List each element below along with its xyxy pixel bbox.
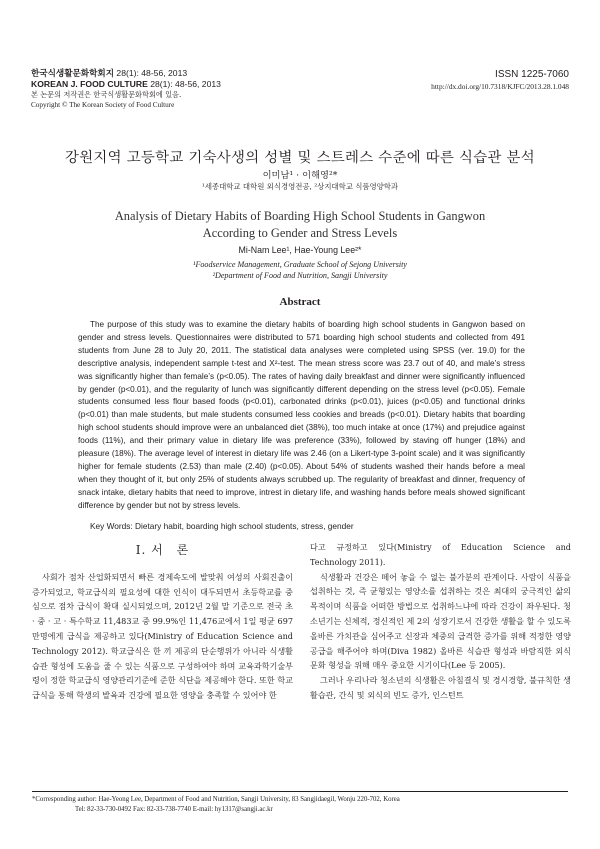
introduction-paragraph-3: 그러나 우리나라 청소년의 식생활은 아침결식 및 경시경향, 불규칙한 생활습관, 간식 및 외식의 빈도 증가, 인스턴트 [310,675,571,700]
introduction-paragraph-1: 사회가 점차 산업화되면서 빠른 경제속도에 발맞춰 여성의 사회진출이 증가되었고, 학교급식의 필요성에 대한 인식이 대두되면서 초등학교를 중심으로 점차 급식이 확대 실시되었으며, 2012년 2월 말 기준으로 전국 초 · 중 · 고 · 특수학교 11,483교 중 99.9%인 11,476교에서 1일 평균 697만명에게 급식을 제공하고 있다(Ministry of Education Science and Technology 2012). 학교급식은 한 끼 제공의 단순행위가 아니라 식생활 습관 형성에 도움을 줄 수 있는 식품으로 구성하여야 하며 교육과학기술부령이 정한 학교급식 영양관리기준에 준한 식단을 제공해야 한다. 또한 학교급식을 통해 학생의 발육과 건강에 필요한 영양을 충족할 수 있어야 한 [32,571,293,701]
authors-korean: 이미남¹ · 이해영²* [262,170,338,181]
title-korean: 강원지역 고등학교 기숙사생의 성별 및 스트레스 수준에 따른 식습관 분석 [65,150,535,166]
journal-name-ko: 한국식생활문화학회지 [31,68,115,78]
journal-issue-en: 28(1): 48-56, 2013 [150,79,221,89]
abstract-body: The purpose of this study was to examine the dietary habits of boarding high school students in Gangwon based on gender and stress levels. Questionnaires were distributed to 571 boarding high school students and collected from 491 students from June 28 to July 20, 2011. The statistical data analyses were completed using SPSS (ver. 19.0) for the descriptive analysis, independent sample t-test and X²-test. The mean stress score was 23.7 out of 40, and male’s stress was significantly higher than female’s (p<0.05). The rates of having daily breakfast and dinner were significantly influenced by gender (p<0.01), and the regularity of lunch was significantly different depending on the stress level (p<0.05). Female students consumed less flour based foods (p<0.01), carbonated drinks (p<0.01), juices (p<0.05) and functional drinks (p<0.01) than male students, but male students consumed less cookies and breads (p<0.01). Dietary habits that boarding high school students should improve were an unbalanced diet (38%), too much intake at once (17%) and prejudice against foods (11%), and their primary value in dietary life was preference (33%), followed by staving off hunger (18%) and pleasure (18%). The average level of interest in dietary life was 2.46 (on a Likert-type 3-point scale) and it was significantly higher for female students (2.53) than male (2.40) (p<0.05). About 54% of students washed their hands before a meal when they thought of it, but only 25% of students always scrubbed up. The regularity of breakfast and dinner, frequency of snack intake, dietary habits that need to improve, intrest in dietary life, and washing hands before meals showed significant difference by gender but not by stress levels. [78,320,525,510]
abstract-heading: Abstract [279,296,321,308]
introduction-paragraph-1-cont: 다고 규정하고 있다(Ministry of Education Science and Technology 2011). [310,542,571,567]
journal-name-en: KOREAN J. FOOD CULTURE [31,79,148,89]
body-column-left [32,540,293,703]
title-english-line2: According to Gender and Stress Levels [202,226,398,240]
journal-issue-ko: 28(1): 48-56, 2013 [116,68,188,78]
footnote-author-line: *Corresponding author: Hae-Yeong Lee, Department of Food and Nutrition, Sangji University, 83 Sangjidaegil, Wonju 220-702, Korea [32,796,400,803]
footnote-divider [32,791,568,792]
journal-identifiers [309,68,569,92]
affiliations-korean: ¹세종대학교 대학원 외식경영전공, ²상지대학교 식품영양학과 [201,182,399,191]
footnote-contact-line: Tel: 82-33-730-0492 Fax: 82-33-738-7740 E-mail: hy1317@sangji.ac.kr [75,806,273,813]
title-english [0,208,600,242]
body-column-right [310,540,571,703]
title-english-line1: Analysis of Dietary Habits of Boarding High School Students in Gangwon [114,209,486,223]
keywords: Key Words: Dietary habit, boarding high school students, stress, gender [90,521,354,531]
affiliation-english-1: ¹Foodservice Management, Graduate School of Sejong University [193,260,407,269]
affiliation-english-2: ²Department of Food and Nutrition, Sangji University [212,271,388,280]
corresponding-author-footnote [32,795,572,815]
doi: http://dx.doi.org/10.7318/KJFC/2013.28.1.048 [431,82,569,91]
authors-english: Mi-Nam Lee¹, Hae-Young Lee²* [238,245,362,255]
copyright-ko: 본 논문의 저작권은 한국식생활문화학회에 있음. [31,90,182,99]
section-heading-introduction: I. 서 론 [135,543,190,557]
issn: ISSN 1225-7060 [495,69,569,80]
introduction-paragraph-2: 식생활과 건강은 떼어 놓을 수 없는 불가분의 관계이다. 사람이 식품을 섭취하는 것, 즉 균형있는 영양소를 섭취하는 것은 최대의 궁극적인 삶의 목적이며 식품을 어떠한 방법으로 섭취하느냐에 따라 건강이 좌우된다. 청소년기는 신체적, 정신적인 제 2의 성장기로서 건강한 생활을 할 수 있도록 올바른 가치관을 심어주고 신장과 체중의 급격한 증가를 위해 적정한 영양공급을 해주어야 하며(Diva 1982) 올바른 식습관 형성과 바람직한 외식문화 형성을 위해 매우 중요한 시기이다(Lee 등 2005). [310,571,571,671]
affiliations-english [0,259,600,281]
copyright-en: Copyright © The Korean Society of Food Culture [31,101,175,109]
